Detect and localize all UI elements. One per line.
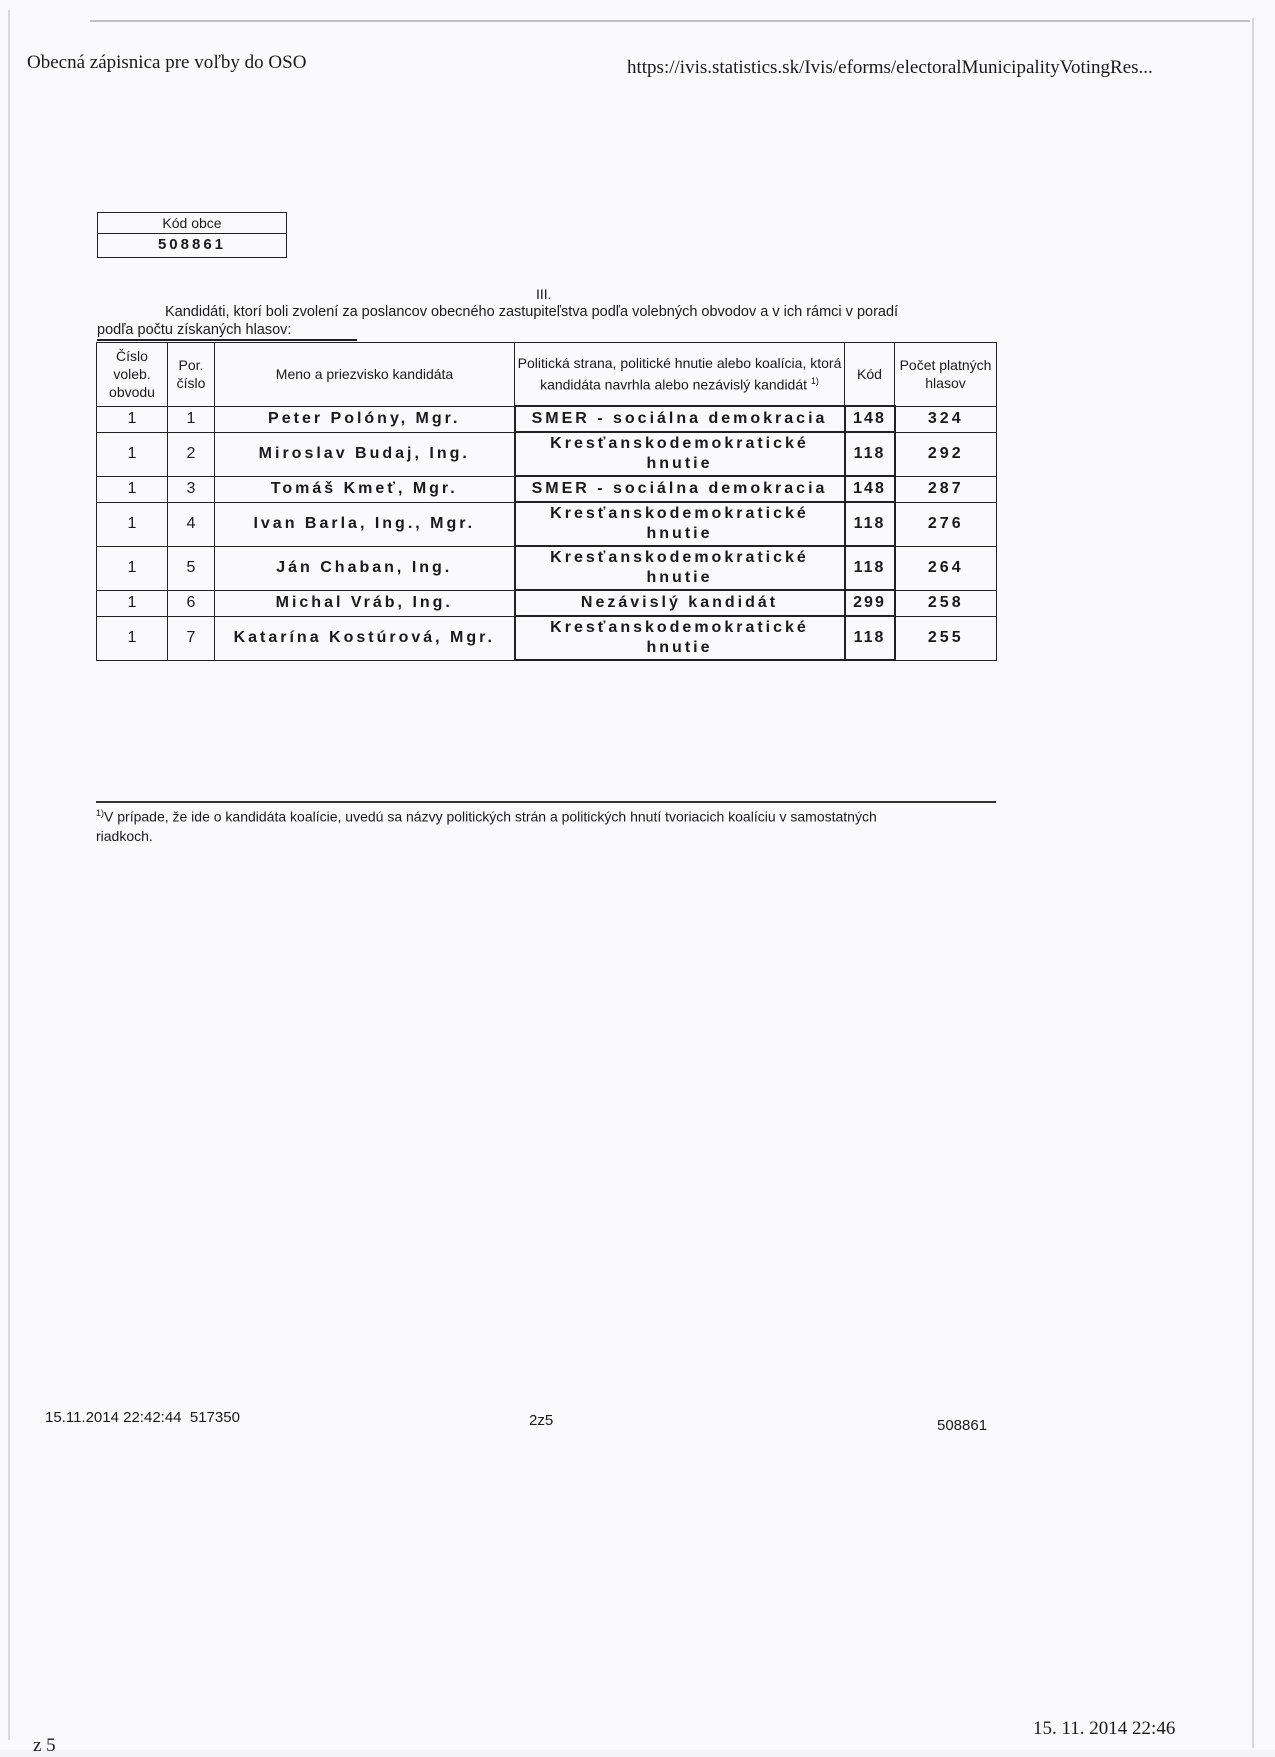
scan-edge-right [1252, 18, 1254, 1748]
print-header-url: https://ivis.statistics.sk/Ivis/eforms/electoralMunicipalityVotingRes... [627, 57, 1153, 78]
header-hlasy: Počet platných hlasov [895, 343, 997, 407]
elected-candidates-table [96, 342, 997, 661]
footer-page-number: 2z5 [529, 1412, 554, 1429]
scan-edge-top [90, 20, 1250, 22]
cell-kod: 148 [845, 476, 895, 502]
table-row [97, 502, 997, 546]
footnote-marker: 1) [96, 808, 105, 818]
cell-kod: 299 [845, 590, 895, 616]
footer-code: 508861 [937, 1417, 988, 1434]
cell-hlasy: 276 [895, 502, 997, 546]
cell-meno: Katarína Kostúrová, Mgr. [215, 616, 515, 660]
cell-por: 2 [168, 432, 215, 476]
cell-por: 1 [168, 406, 215, 432]
cell-hlasy: 255 [895, 616, 997, 660]
header-strana [515, 343, 845, 407]
cell-kod: 118 [845, 546, 895, 590]
cell-obvod: 1 [97, 616, 168, 660]
section-intro-line2-text: podľa počtu získaných hlasov: [97, 322, 292, 338]
header-kod: Kód [845, 343, 895, 407]
header-strana-footnote-marker: 1) [810, 376, 819, 387]
intro-underline [97, 339, 357, 341]
header-obvod: Číslo voleb. obvodu [97, 343, 168, 407]
cell-obvod: 1 [97, 546, 168, 590]
table-row [97, 590, 997, 616]
cell-obvod: 1 [97, 432, 168, 476]
footer-timestamp: 15.11.2014 22:42:44 517350 [45, 1409, 240, 1426]
footnote-text: V prípade, že ide o kandidáta koalície, uvedú sa názvy politických strán a politických hnutí tvoriacich koalíciu v samostatných riadkoch. [96, 808, 877, 844]
cell-strana: SMER - sociálna demokracia [515, 406, 845, 432]
cell-hlasy: 264 [895, 546, 997, 590]
table-header-row [97, 343, 997, 407]
print-footer-datetime: 15. 11. 2014 22:46 [1033, 1718, 1176, 1739]
cell-strana: Kresťanskodemokratické hnutie [515, 616, 845, 660]
cell-meno: Michal Vráb, Ing. [215, 590, 515, 616]
cell-hlasy: 324 [895, 406, 997, 432]
cell-por: 7 [168, 616, 215, 660]
header-strana-text: Politická strana, politické hnutie alebo koalícia, ktorá kandidáta navrhla alebo nezávislý kandidát [517, 355, 842, 393]
cell-meno: Ján Chaban, Ing. [215, 546, 515, 590]
print-footer-page: z 5 [33, 1735, 56, 1756]
footnote-rule [96, 801, 996, 803]
cell-obvod: 1 [97, 476, 168, 502]
cell-strana: Kresťanskodemokratické hnutie [515, 502, 845, 546]
kod-obce-box [97, 212, 287, 258]
section-number: III. [536, 286, 552, 302]
cell-meno: Miroslav Budaj, Ing. [215, 432, 515, 476]
cell-por: 3 [168, 476, 215, 502]
cell-obvod: 1 [97, 406, 168, 432]
table-row [97, 406, 997, 432]
scan-edge-left [8, 10, 10, 1740]
table-row [97, 432, 997, 476]
table-row [97, 546, 997, 590]
table-row [97, 476, 997, 502]
cell-hlasy: 258 [895, 590, 997, 616]
cell-meno: Ivan Barla, Ing., Mgr. [215, 502, 515, 546]
cell-por: 6 [168, 590, 215, 616]
cell-meno: Tomáš Kmeť, Mgr. [215, 476, 515, 502]
table-row [97, 616, 997, 660]
kod-obce-value: 508861 [157, 236, 227, 253]
header-meno: Meno a priezvisko kandidáta [215, 343, 515, 407]
cell-kod: 118 [845, 432, 895, 476]
cell-kod: 118 [845, 502, 895, 546]
cell-kod: 148 [845, 406, 895, 432]
cell-meno: Peter Polóny, Mgr. [215, 406, 515, 432]
section-intro-line2 [97, 322, 291, 338]
print-header-title: Obecná zápisnica pre voľby do OSO [27, 52, 307, 73]
cell-por: 5 [168, 546, 215, 590]
cell-kod: 118 [845, 616, 895, 660]
kod-obce-label: Kód obce [98, 213, 286, 234]
cell-strana: Kresťanskodemokratické hnutie [515, 546, 845, 590]
cell-hlasy: 287 [895, 476, 997, 502]
cell-por: 4 [168, 502, 215, 546]
cell-obvod: 1 [97, 590, 168, 616]
cell-strana: Nezávislý kandidát [515, 590, 845, 616]
cell-obvod: 1 [97, 502, 168, 546]
footnote [96, 804, 926, 846]
header-por: Por. číslo [168, 343, 215, 407]
cell-strana: Kresťanskodemokratické hnutie [515, 432, 845, 476]
cell-hlasy: 292 [895, 432, 997, 476]
cell-strana: SMER - sociálna demokracia [515, 476, 845, 502]
section-intro-line1: Kandidáti, ktorí boli zvolení za poslancov obecného zastupiteľstva podľa volebných obvodov a v ich rámci v poradí [165, 304, 899, 320]
